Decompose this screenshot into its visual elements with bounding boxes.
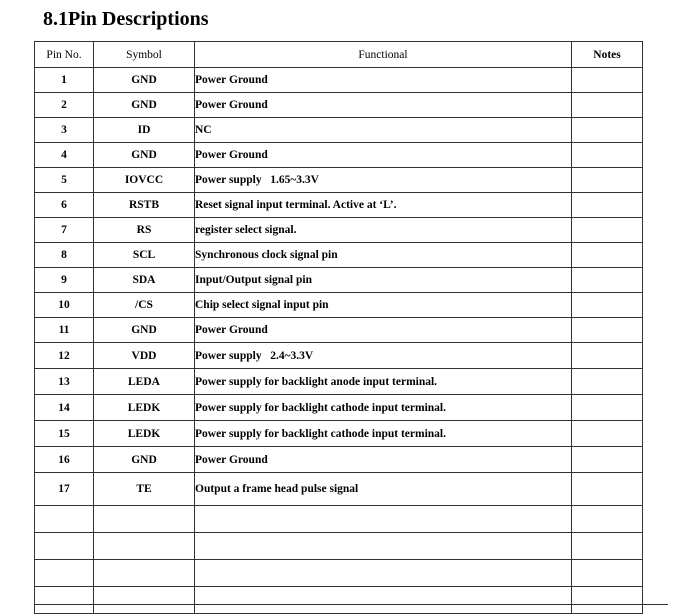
pin-function: Synchronous clock signal pin — [195, 243, 572, 268]
pin-symbol: /CS — [94, 293, 195, 318]
table-row — [35, 68, 643, 93]
pin-symbol: RS — [94, 218, 195, 243]
pin-function: register select signal. — [195, 218, 572, 243]
table-row — [35, 193, 643, 218]
table-row — [35, 293, 643, 318]
table-row — [35, 343, 643, 369]
pin-number: 12 — [35, 343, 94, 369]
pin-number: 15 — [35, 421, 94, 447]
pin-notes — [572, 193, 643, 218]
pin-notes — [572, 168, 643, 193]
pin-number: 17 — [35, 473, 94, 506]
pin-notes — [572, 395, 643, 421]
pin-function: Power Ground — [195, 68, 572, 93]
pin-function: Power supply 1.65~3.3V — [195, 168, 572, 193]
pin-notes — [572, 318, 643, 343]
table-row — [35, 218, 643, 243]
pin-symbol: GND — [94, 447, 195, 473]
pin-number: 4 — [35, 143, 94, 168]
pin-function: Power supply for backlight cathode input terminal. — [195, 421, 572, 447]
empty-row — [35, 506, 643, 533]
table-row — [35, 143, 643, 168]
bottom-rule — [34, 604, 668, 605]
pin-function: Power supply 2.4~3.3V — [195, 343, 572, 369]
pin-symbol: SDA — [94, 268, 195, 293]
pin-number: 10 — [35, 293, 94, 318]
pin-symbol: RSTB — [94, 193, 195, 218]
pin-number: 3 — [35, 118, 94, 143]
table-header-row — [35, 42, 643, 68]
table-row — [35, 243, 643, 268]
table-row — [35, 395, 643, 421]
table-row — [35, 421, 643, 447]
table-row — [35, 168, 643, 193]
table-row — [35, 118, 643, 143]
header-functional: Functional — [195, 42, 572, 68]
pin-number: 8 — [35, 243, 94, 268]
pin-symbol: GND — [94, 318, 195, 343]
empty-row — [35, 533, 643, 560]
pin-function: Reset signal input terminal. Active at ‘L’. — [195, 193, 572, 218]
pin-function: Power Ground — [195, 143, 572, 168]
pin-notes — [572, 93, 643, 118]
pin-function: Power supply for backlight cathode input terminal. — [195, 395, 572, 421]
empty-row — [35, 560, 643, 587]
pin-symbol: TE — [94, 473, 195, 506]
pin-number: 11 — [35, 318, 94, 343]
pin-function: Chip select signal input pin — [195, 293, 572, 318]
table-row — [35, 369, 643, 395]
pin-symbol: ID — [94, 118, 195, 143]
pin-notes — [572, 243, 643, 268]
pin-function: Output a frame head pulse signal — [195, 473, 572, 506]
pin-symbol: GND — [94, 93, 195, 118]
pin-symbol: LEDA — [94, 369, 195, 395]
header-notes: Notes — [572, 42, 643, 68]
pin-function: Power Ground — [195, 93, 572, 118]
header-pin-no: Pin No. — [35, 42, 94, 68]
pin-notes — [572, 343, 643, 369]
pin-function: NC — [195, 118, 572, 143]
table-row — [35, 318, 643, 343]
pin-notes — [572, 447, 643, 473]
table-row — [35, 268, 643, 293]
pin-notes — [572, 473, 643, 506]
pin-symbol: GND — [94, 68, 195, 93]
pin-number: 5 — [35, 168, 94, 193]
pin-notes — [572, 369, 643, 395]
pin-notes — [572, 218, 643, 243]
pin-notes — [572, 68, 643, 93]
pin-notes — [572, 421, 643, 447]
pin-number: 9 — [35, 268, 94, 293]
pin-function: Input/Output signal pin — [195, 268, 572, 293]
pin-notes — [572, 293, 643, 318]
pin-function: Power Ground — [195, 447, 572, 473]
table-row — [35, 473, 643, 506]
table-row — [35, 93, 643, 118]
section-title: 8.1Pin Descriptions — [43, 8, 209, 30]
pin-symbol: SCL — [94, 243, 195, 268]
empty-row — [35, 587, 643, 614]
pin-symbol: LEDK — [94, 395, 195, 421]
pin-symbol: IOVCC — [94, 168, 195, 193]
pin-number: 6 — [35, 193, 94, 218]
pin-number: 13 — [35, 369, 94, 395]
pin-number: 16 — [35, 447, 94, 473]
pin-number: 1 — [35, 68, 94, 93]
pin-symbol: LEDK — [94, 421, 195, 447]
pin-description-table — [34, 41, 643, 614]
header-symbol: Symbol — [94, 42, 195, 68]
pin-number: 2 — [35, 93, 94, 118]
pin-symbol: GND — [94, 143, 195, 168]
pin-symbol: VDD — [94, 343, 195, 369]
pin-number: 7 — [35, 218, 94, 243]
pin-notes — [572, 268, 643, 293]
table-row — [35, 447, 643, 473]
pin-notes — [572, 143, 643, 168]
pin-function: Power Ground — [195, 318, 572, 343]
pin-number: 14 — [35, 395, 94, 421]
pin-function: Power supply for backlight anode input terminal. — [195, 369, 572, 395]
pin-notes — [572, 118, 643, 143]
